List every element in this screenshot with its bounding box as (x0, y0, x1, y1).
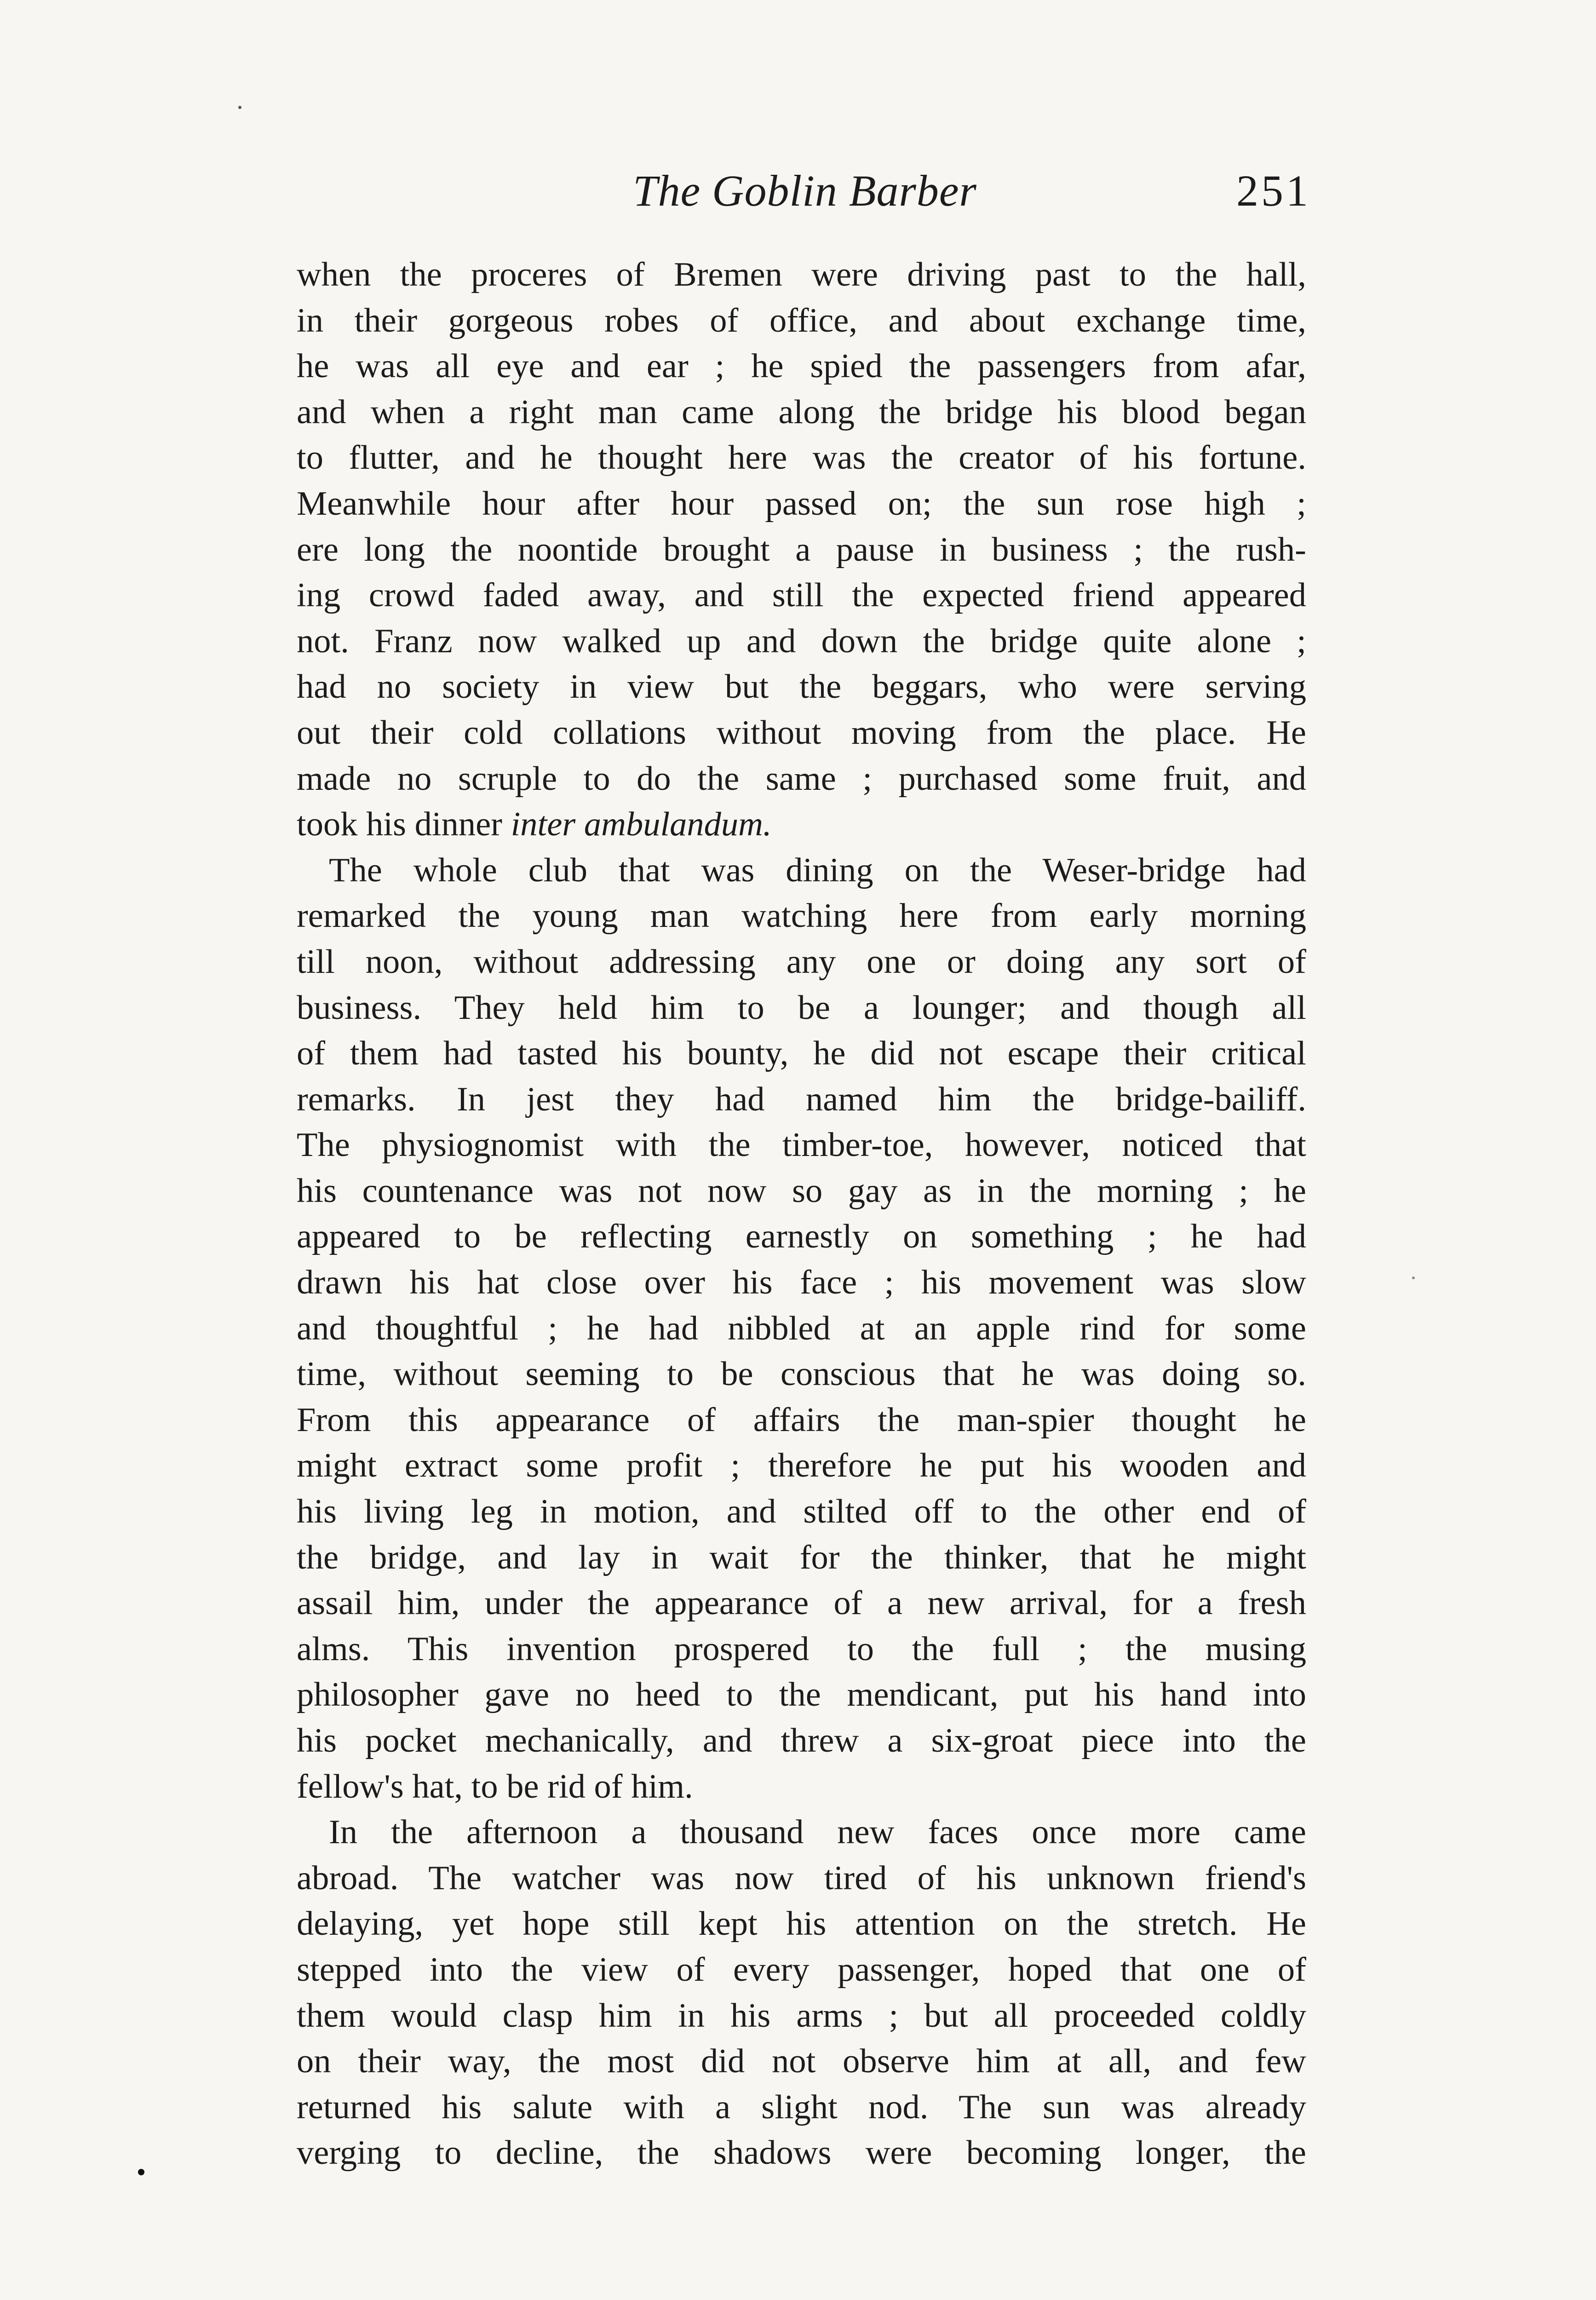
ink-speck (1412, 1276, 1415, 1279)
text-line: of them had tasted his bounty, he did not escape their critical (297, 1035, 1306, 1073)
text-line: Meanwhile hour after hour passed on; the sun rose high ; (297, 484, 1306, 523)
text-line: the bridge, and lay in wait for the thinker, that he might (297, 1538, 1306, 1576)
text-line: delaying, yet hope still kept his attention on the stretch. He (297, 1905, 1306, 1943)
ink-speck (138, 2169, 144, 2175)
text-line: drawn his hat close over his face ; his movement was slow (297, 1264, 1306, 1302)
text-line: verging to decline, the shadows were becoming longer, the (297, 2134, 1306, 2172)
text-line: his living leg in motion, and stilted off to the other end of (297, 1493, 1306, 1531)
text-line: returned his salute with a slight nod. The sun was already (297, 2088, 1306, 2126)
text-line: and thoughtful ; he had nibbled at an apple rind for some (297, 1309, 1306, 1347)
text-line: remarked the young man watching here from early morning (297, 897, 1306, 935)
text-line: out their cold collations without moving from the place. He (297, 713, 1306, 752)
text-line: had no society in view but the beggars, who were serving (297, 668, 1306, 706)
text-line: ere long the noontide brought a pause in business ; the rush- (297, 530, 1306, 569)
ink-speck (238, 106, 241, 109)
text-line: in their gorgeous robes of office, and about exchange time, (297, 301, 1306, 339)
body-text (297, 252, 1306, 2176)
text-line: to flutter, and he thought here was the creator of his fortune. (297, 439, 1306, 477)
text-line: remarks. In jest they had named him the bridge-bailiff. (297, 1080, 1306, 1118)
text-line: alms. This invention prospered to the full ; the musing (297, 1630, 1306, 1668)
text-line: might extract some profit ; therefore he put his wooden and (297, 1447, 1306, 1485)
text-fragment: took his dinner (297, 805, 511, 844)
text-line: The whole club that was dining on the Weser-bridge had (329, 851, 1306, 889)
running-head (294, 159, 1315, 223)
text-line (297, 802, 1306, 848)
text-line: abroad. The watcher was now tired of his unknown friend's (297, 1859, 1306, 1897)
text-line: on their way, the most did not observe him at all, and few (297, 2042, 1306, 2081)
text-line: ing crowd faded away, and still the expected friend appeared (297, 576, 1306, 615)
text-line: not. Franz now walked up and down the bridge quite alone ; (297, 622, 1306, 660)
text-line: business. They held him to be a lounger; and though all (297, 989, 1306, 1027)
text-line: time, without seeming to be conscious that he was doing so. (297, 1355, 1306, 1393)
text-line: stepped into the view of every passenger, hoped that one of (297, 1950, 1306, 1989)
text-line: and when a right man came along the bridge his blood began (297, 393, 1306, 431)
text-line: From this appearance of affairs the man-spier thought he (297, 1401, 1306, 1439)
text-line: made no scruple to do the same ; purchased some fruit, and (297, 759, 1306, 798)
running-title: The Goblin Barber (633, 166, 977, 215)
text-line: fellow's hat, to be rid of him. (297, 1767, 693, 1806)
text-line: The physiognomist with the timber-toe, however, noticed that (297, 1126, 1306, 1164)
text-line: appeared to be reflecting earnestly on something ; he had (297, 1218, 1306, 1256)
text-line: assail him, under the appearance of a new arrival, for a fresh (297, 1584, 1306, 1622)
text-line: his countenance was not now so gay as in the morning ; he (297, 1172, 1306, 1210)
text-line: till noon, without addressing any one or doing any sort of (297, 943, 1306, 981)
italic-phrase: inter ambulandum. (511, 805, 772, 844)
text-line: philosopher gave no heed to the mendicant, put his hand into (297, 1676, 1306, 1714)
text-line: In the afternoon a thousand new faces once more came (329, 1813, 1306, 1852)
text-line: them would clasp him in his arms ; but all proceeded coldly (297, 1996, 1306, 2035)
page-number: 251 (1236, 166, 1311, 215)
text-line: when the proceres of Bremen were driving past to the hall, (297, 256, 1306, 293)
text-line: his pocket mechanically, and threw a six-groat piece into the (297, 1722, 1306, 1760)
text-line: he was all eye and ear ; he spied the passengers from afar, (297, 347, 1306, 385)
